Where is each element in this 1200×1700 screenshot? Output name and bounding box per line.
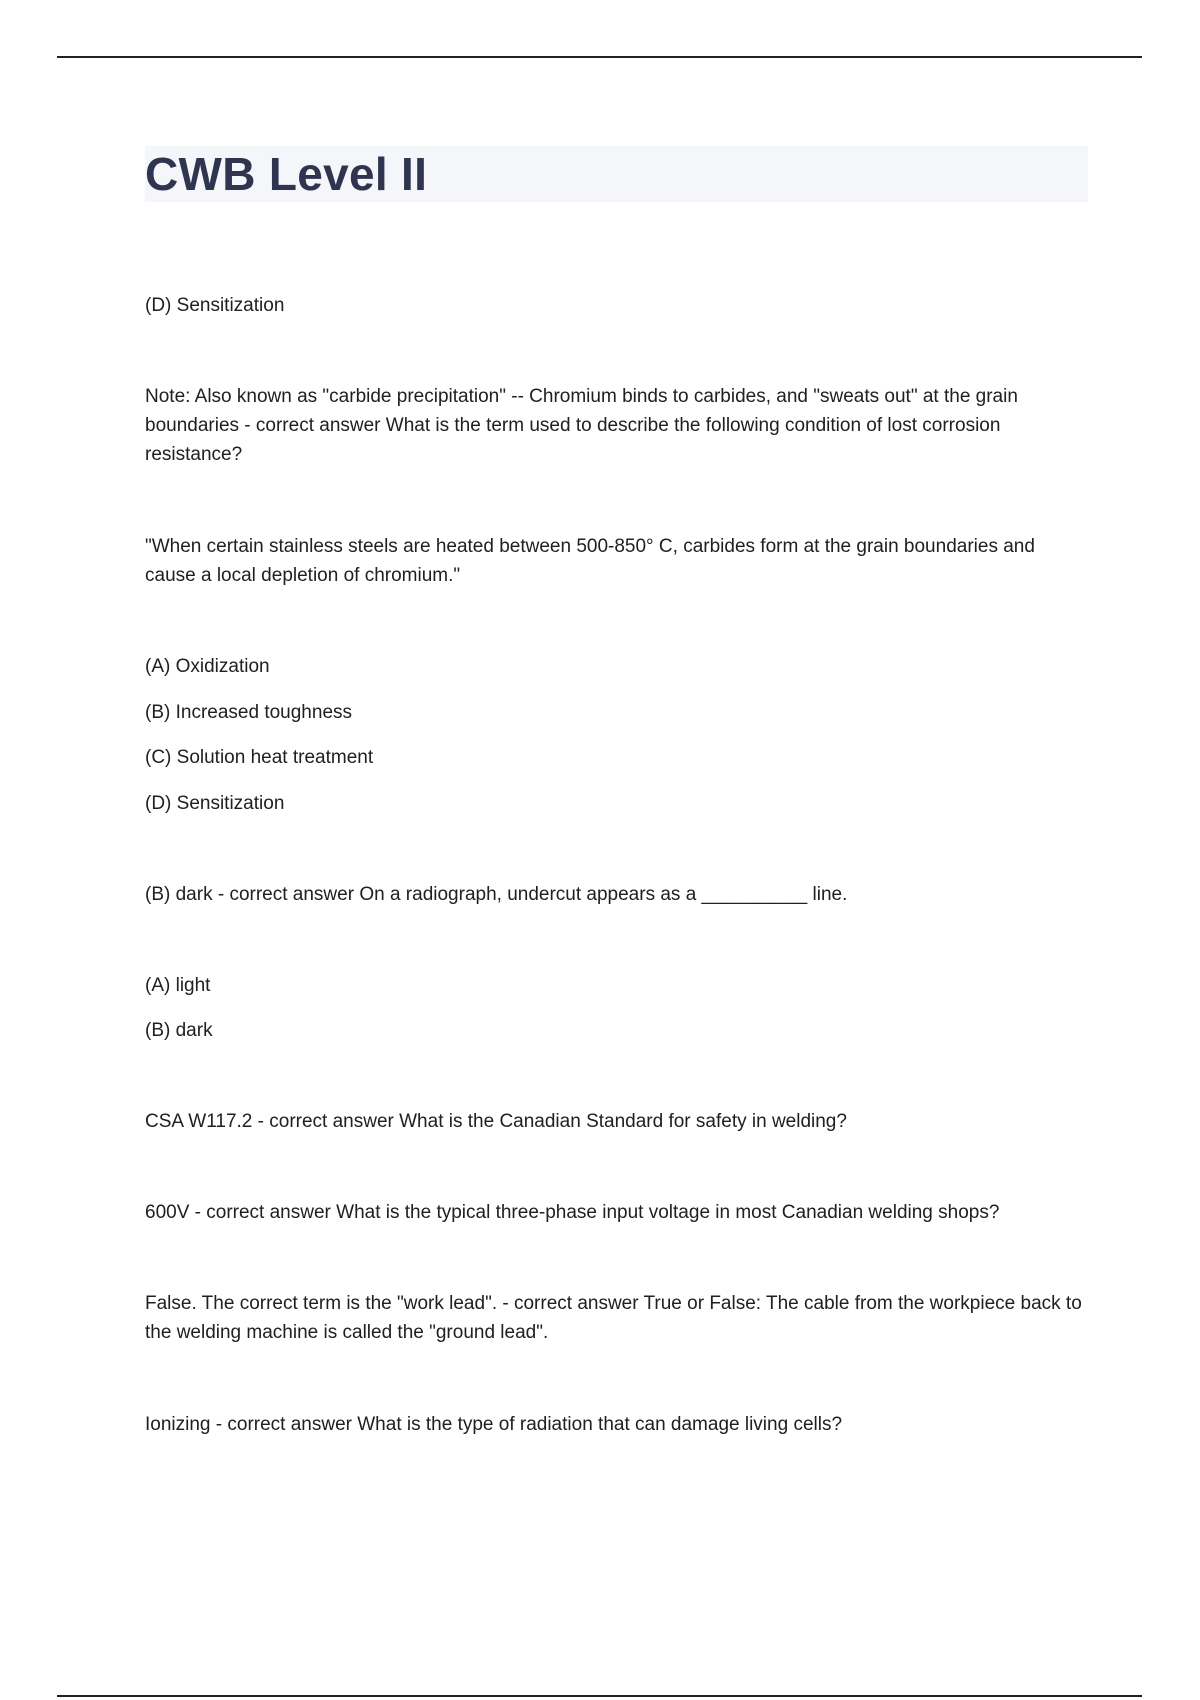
paragraph-csa-standard: CSA W117.2 - correct answer What is the Canadian Standard for safety in welding? xyxy=(145,1111,847,1132)
option-c-solution-heat: (C) Solution heat treatment xyxy=(145,747,374,768)
paragraph-answer-sensitization: (D) Sensitization xyxy=(145,295,285,316)
option-a-light: (A) light xyxy=(145,975,211,996)
option-d-sensitization: (D) Sensitization xyxy=(145,793,285,814)
paragraph-radiograph-undercut: (B) dark - correct answer On a radiograph, undercut appears as a __________ line. xyxy=(145,884,848,905)
option-a-oxidization: (A) Oxidization xyxy=(145,656,270,677)
paragraph-note-carbide: Note: Also known as "carbide precipitation" -- Chromium binds to carbides, and "sweats out" at the grain boundaries - correct answer What is the term used to describe the following condition of lost corrosion resistance? xyxy=(145,386,1018,465)
bottom-rule xyxy=(57,1695,1142,1697)
paragraph-work-lead: False. The correct term is the "work lead". - correct answer True or False: The cable from the workpiece back to the welding machine is called the "ground lead". xyxy=(145,1293,1082,1343)
title-banner xyxy=(145,146,1088,202)
top-rule xyxy=(57,56,1142,58)
paragraph-ionizing: Ionizing - correct answer What is the type of radiation that can damage living cells? xyxy=(145,1414,843,1435)
option-b-toughness: (B) Increased toughness xyxy=(145,702,353,723)
page-title: CWB Level II xyxy=(145,148,428,200)
paragraph-quote-stainless: "When certain stainless steels are heated between 500-850° C, carbides form at the grain boundaries and cause a local depletion of chromium." xyxy=(145,536,1035,586)
paragraph-input-voltage: 600V - correct answer What is the typical three-phase input voltage in most Canadian welding shops? xyxy=(145,1202,1000,1223)
option-b-dark: (B) dark xyxy=(145,1020,213,1041)
